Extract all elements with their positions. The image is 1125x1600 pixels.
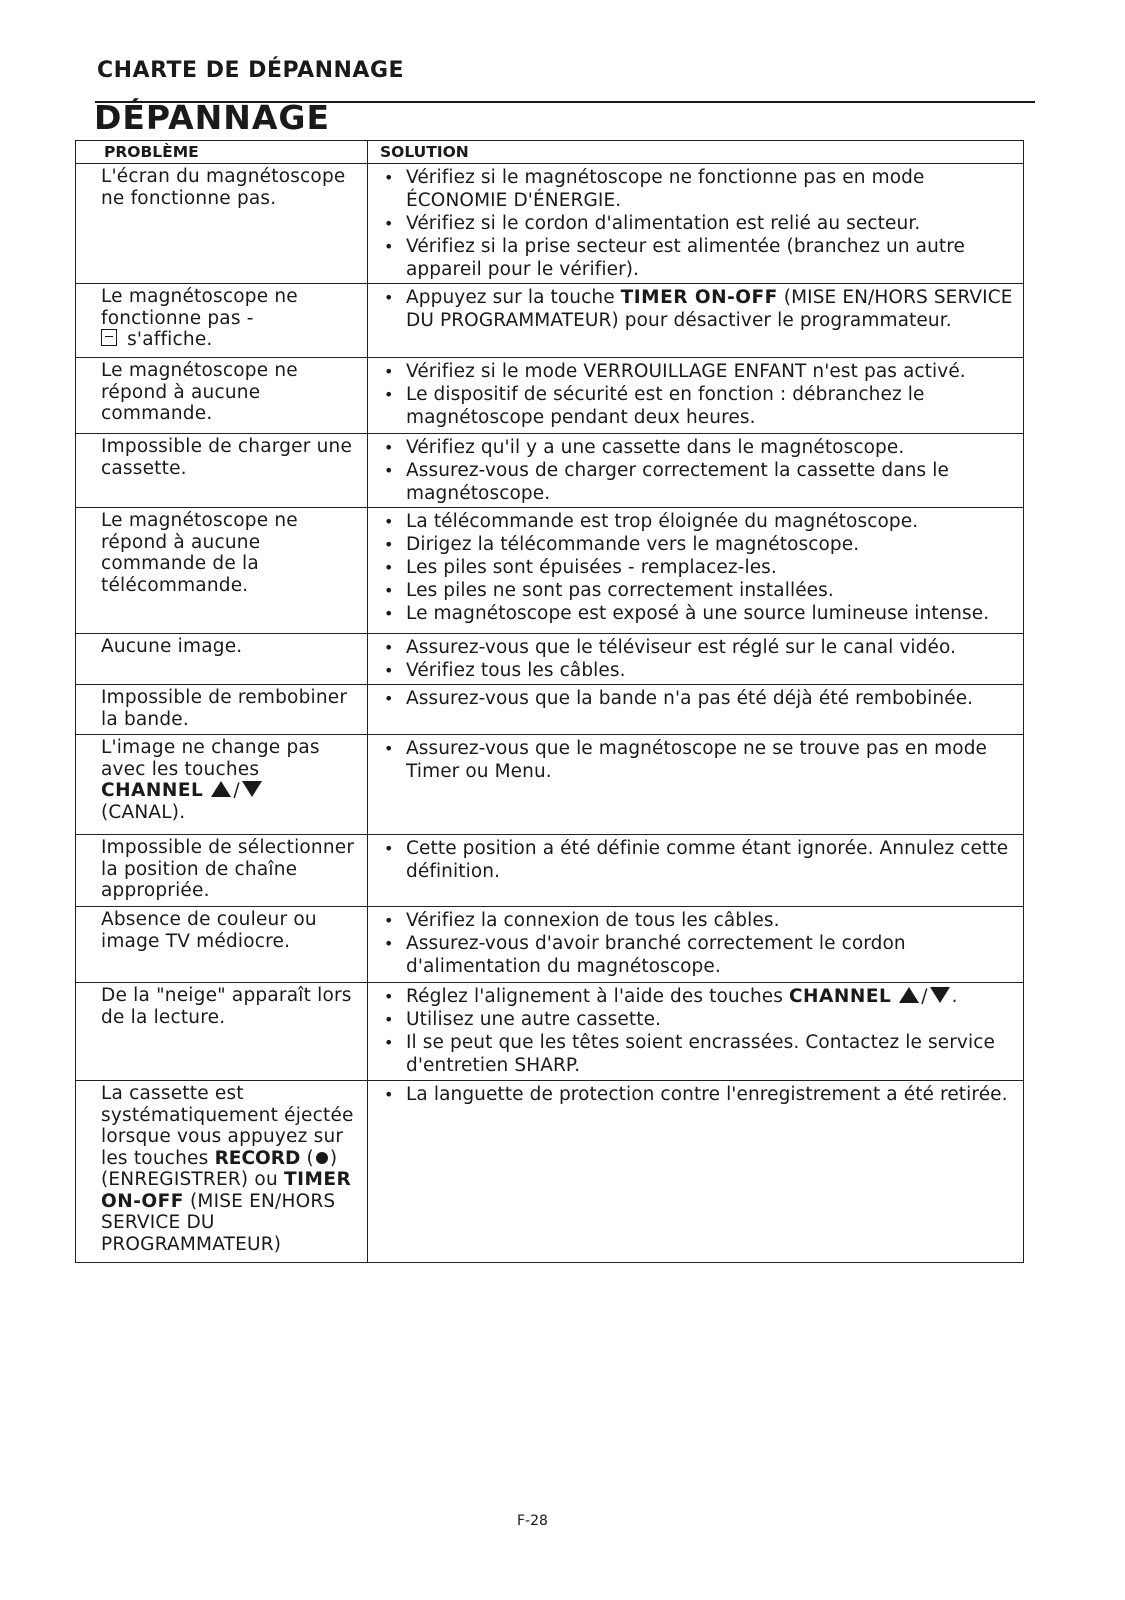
solution-item: • La languette de protection contre l'enregistrement a été retirée.	[380, 1083, 1019, 1106]
solution-item: • Le dispositif de sécurité est en fonction : débranchez le magnétoscope pendant deux heures.	[380, 383, 1019, 429]
problem-cell: L'écran du magnétoscope ne fonctionne pas.	[76, 164, 368, 284]
problem-cell: Le magnétoscope ne répond à aucune commande de la télécommande.	[76, 508, 368, 634]
solution-item: • Assurez-vous de charger correctement la cassette dans le magnétoscope.	[380, 459, 1019, 505]
problem-text: Le magnétoscope ne fonctionne pas -	[101, 286, 298, 329]
solution-cell	[368, 358, 1024, 434]
timer-on-off-key-label: TIMER ON-OFF	[101, 1169, 352, 1212]
triangle-down-icon	[242, 781, 262, 797]
channel-key-label: CHANNEL	[101, 780, 204, 801]
solution-cell	[368, 1081, 1024, 1263]
solution-item: • La télécommande est trop éloignée du magnétoscope.	[380, 510, 1019, 533]
solution-column-header: SOLUTION	[368, 141, 1024, 164]
problem-cell: Le magnétoscope ne répond à aucune commande.	[76, 358, 368, 434]
solution-cell	[368, 983, 1024, 1081]
problem-cell: De la "neige" apparaît lors de la lecture.	[76, 983, 368, 1081]
record-key-label: RECORD	[214, 1147, 301, 1169]
triangle-up-icon	[899, 987, 919, 1003]
solution-item: • Les piles ne sont pas correctement installées.	[380, 579, 1019, 602]
table-row	[76, 164, 1024, 284]
timer-on-off-key-label: TIMER ON-OFF	[620, 287, 778, 308]
solution-cell	[368, 434, 1024, 508]
problem-cell: L'image ne change pas avec les touches CHANNEL / (CANAL).	[76, 735, 368, 835]
problem-text: s'affiche.	[127, 329, 213, 350]
solution-cell	[368, 907, 1024, 983]
solution-item: • Vérifiez si le mode VERROUILLAGE ENFANT n'est pas activé.	[380, 360, 1019, 383]
solution-text: Réglez l'alignement à l'aide des touches	[406, 986, 783, 1007]
problem-text: (CANAL).	[101, 801, 186, 823]
problem-cell: La cassette est systématiquement éjectée lorsque vous appuyez sur les touches RECORD ( ) (ENREGISTRER) ou TIMER ON-OFF (MISE EN/HORS SERVICE DU PROGRAMMATEUR)	[76, 1081, 368, 1263]
solution-item: • Assurez-vous que le téléviseur est réglé sur le canal vidéo.	[380, 636, 1019, 659]
solution-item: • Assurez-vous que le magnétoscope ne se trouve pas en mode Timer ou Menu.	[380, 737, 1019, 783]
solution-text: Appuyez sur la touche	[406, 287, 615, 308]
page-number: F-28	[517, 1513, 548, 1529]
table-row	[76, 508, 1024, 634]
solution-text: (MISE EN/HORS SERVICE DU PROGRAMMATEUR) pour désactiver le programmateur.	[406, 287, 1013, 331]
problem-column-header: PROBLÈME	[76, 141, 368, 164]
table-row	[76, 735, 1024, 835]
problem-cell	[76, 284, 368, 358]
problem-text: (MISE EN/HORS SERVICE DU PROGRAMMATEUR)	[101, 1190, 336, 1255]
problem-cell: Impossible de charger une cassette.	[76, 434, 368, 508]
solution-item: • Vérifiez la connexion de tous les câbles.	[380, 909, 1019, 932]
solution-item: • Assurez-vous que la bande n'a pas été déjà été rembobinée.	[380, 687, 1019, 710]
problem-cell: Impossible de sélectionner la position de chaîne appropriée.	[76, 835, 368, 907]
solution-item: • Utilisez une autre cassette.	[380, 1008, 1019, 1031]
problem-cell: Impossible de rembobiner la bande.	[76, 685, 368, 735]
solution-item: • Vérifiez si la prise secteur est alimentée (branchez un autre appareil pour le vérifier).	[380, 235, 1019, 281]
solution-cell	[368, 735, 1024, 835]
problem-cell: Aucune image.	[76, 634, 368, 685]
solution-item: • Les piles sont épuisées - remplacez-les.	[380, 556, 1019, 579]
solution-item: • Cette position a été définie comme étant ignorée. Annulez cette définition.	[380, 837, 1019, 883]
solution-cell	[368, 164, 1024, 284]
solution-item: • Vérifiez si le magnétoscope ne fonctionne pas en mode ÉCONOMIE D'ÉNERGIE.	[380, 166, 1019, 212]
triangle-up-icon	[211, 781, 231, 797]
solution-item: • Vérifiez qu'il y a une cassette dans le magnétoscope.	[380, 436, 1019, 459]
table-header-row	[76, 141, 1024, 164]
table-row	[76, 1081, 1024, 1263]
solution-item: • Vérifiez si le cordon d'alimentation est relié au secteur.	[380, 212, 1019, 235]
solution-cell	[368, 835, 1024, 907]
problem-cell: Absence de couleur ou image TV médiocre.	[76, 907, 368, 983]
solution-cell	[368, 685, 1024, 735]
timer-icon	[101, 329, 117, 346]
table-row	[76, 634, 1024, 685]
table-row	[76, 358, 1024, 434]
record-dot-icon	[316, 1152, 328, 1164]
table-row	[76, 835, 1024, 907]
solution-cell	[368, 284, 1024, 358]
page-title: DÉPANNAGE	[94, 98, 331, 137]
solution-item: • Assurez-vous d'avoir branché correctement le cordon d'alimentation du magnétoscope.	[380, 932, 1019, 978]
solution-item: • Il se peut que les têtes soient encrassées. Contactez le service d'entretien SHARP.	[380, 1031, 1019, 1077]
solution-item: • Vérifiez tous les câbles.	[380, 659, 1019, 682]
solution-cell	[368, 634, 1024, 685]
triangle-down-icon	[930, 987, 950, 1003]
problem-text: L'image ne change pas avec les touches	[101, 737, 320, 780]
table-row	[76, 907, 1024, 983]
channel-key-label: CHANNEL	[788, 986, 892, 1007]
solution-item: • Dirigez la télécommande vers le magnétoscope.	[380, 533, 1019, 556]
table-row	[76, 983, 1024, 1081]
table-row	[76, 434, 1024, 508]
problem-text: La cassette est systématiquement éjectée lorsque vous appuyez sur les touches	[101, 1083, 354, 1169]
solution-item	[380, 286, 1019, 332]
table-row	[76, 685, 1024, 735]
solution-item: • Réglez l'alignement à l'aide des touches CHANNEL / .	[380, 985, 1019, 1008]
section-heading: CHARTE DE DÉPANNAGE	[97, 58, 405, 83]
problem-text: (ENREGISTRER) ou	[101, 1169, 278, 1190]
troubleshooting-table	[75, 140, 1024, 1263]
solution-cell	[368, 508, 1024, 634]
table-row	[76, 284, 1024, 358]
solution-item: • Le magnétoscope est exposé à une source lumineuse intense.	[380, 602, 1019, 625]
